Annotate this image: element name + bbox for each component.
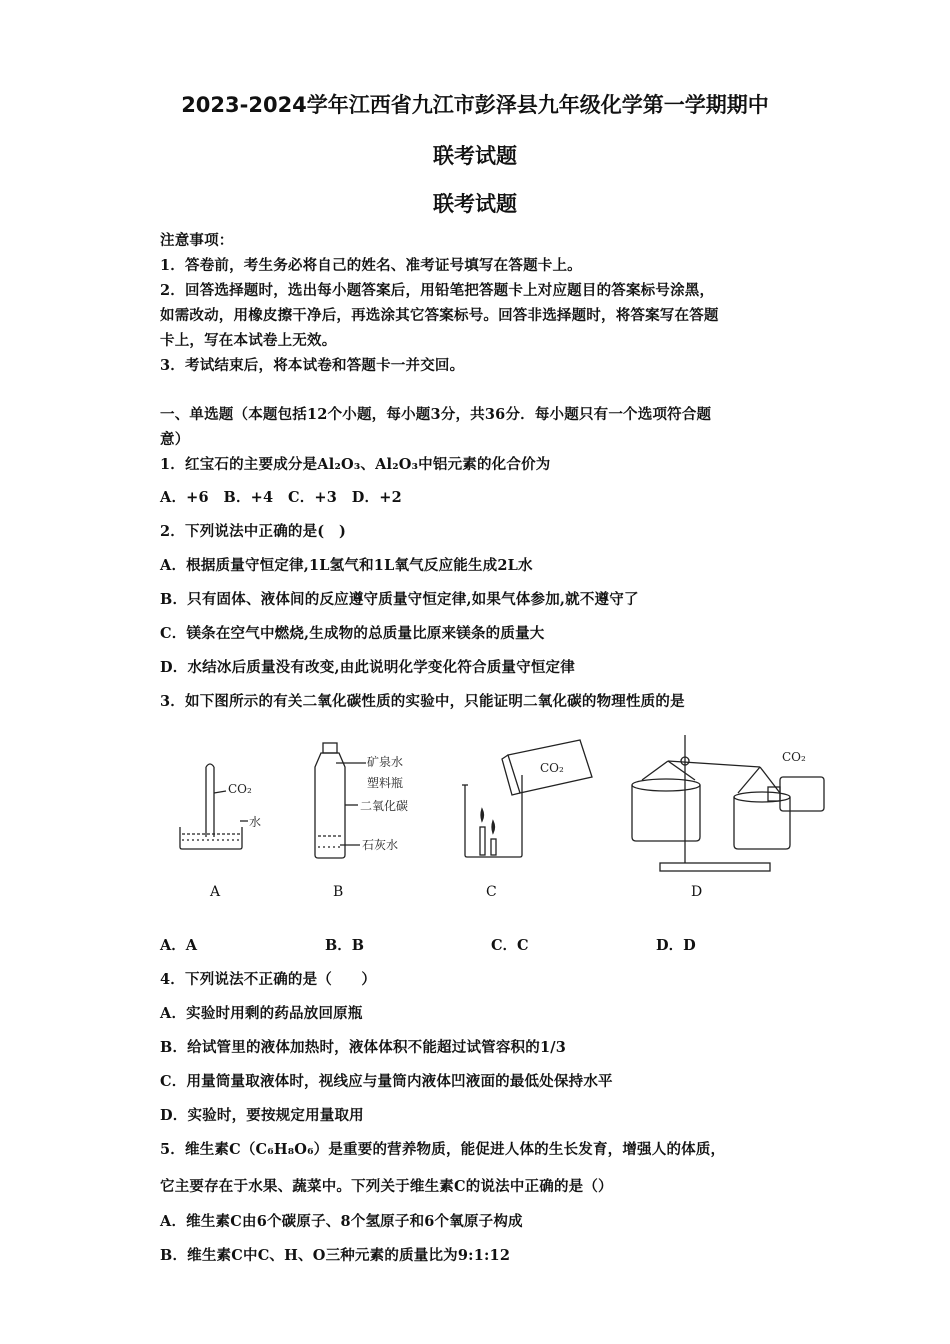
q5-stem-line1: 5．维生素C（C₆H₈O₆）是重要的营养物质，能促进人体的生长发育，增强人的体质， (160, 1141, 726, 1158)
notes-heading: 注意事项： (160, 232, 234, 249)
figure-b-label-3: 二氧化碳 (360, 799, 409, 813)
q2-stem: 2．下列说法中正确的是( ) (160, 523, 347, 540)
q4-stem: 4．下列说法不正确的是（ ） (160, 971, 377, 988)
note-line-2: 2．回答选择题时，选出每小题答案后，用铅笔把答题卡上对应题目的答案标号涂黑， (160, 282, 715, 299)
q3-option-b: B．B (325, 937, 365, 954)
note-line-1: 1．答卷前，考生务必将自己的姓名、准考证号填写在答题卡上。 (160, 257, 582, 274)
note-line-3: 如需改动，用橡皮擦干净后，再选涂其它答案标号。回答非选择题时，将答案写在答题 (160, 307, 719, 324)
figure-label-b: B (333, 884, 344, 900)
q2-option-b: B．只有固体、液体间的反应遵守质量守恒定律,如果气体参加,就不遵守了 (160, 591, 639, 608)
figure-b-bottle (315, 743, 366, 858)
exam-title-line3: 联考试题 (433, 192, 517, 216)
q5-option-a: A．维生素C由6个碳原子、8个氢原子和6个氧原子构成 (160, 1213, 523, 1230)
q3-stem: 3．如下图所示的有关二氧化碳性质的实验中，只能证明二氧化碳的物理性质的是 (160, 693, 685, 710)
figure-b-label-2: 塑料瓶 (367, 776, 404, 790)
q4-option-d: D．实验时，要按规定用量取用 (160, 1107, 364, 1124)
figure-a-co2-label: CO₂ (228, 782, 252, 796)
figure-d-co2-label: CO₂ (782, 750, 806, 764)
q2-option-d: D．水结冰后质量没有改变,由此说明化学变化符合质量守恒定律 (160, 659, 575, 676)
section-heading-line2: 意） (160, 431, 190, 448)
q2-option-a: A．根据质量守恒定律,1L氢气和1L氧气反应能生成2L水 (160, 557, 533, 574)
note-line-5: 3．考试结束后，将本试卷和答题卡一并交回。 (160, 357, 465, 374)
q4-option-a: A．实验时用剩的药品放回原瓶 (160, 1005, 363, 1022)
q1-stem: 1．红宝石的主要成分是Al₂O₃、Al₂O₃中铝元素的化合价为 (160, 456, 551, 473)
q4-option-b: B．给试管里的液体加热时，液体体积不能超过试管容积的1/3 (160, 1039, 567, 1056)
figure-label-c: C (486, 884, 497, 900)
q3-option-c: C．C (491, 937, 529, 954)
figure-label-a: A (210, 884, 221, 900)
q3-option-d: D．D (656, 937, 696, 954)
q3-option-a: A．A (160, 937, 198, 954)
figure-c-beaker (462, 740, 592, 857)
q2-option-c: C．镁条在空气中燃烧,生成物的总质量比原来镁条的质量大 (160, 625, 545, 642)
exam-title-line2: 联考试题 (433, 144, 517, 168)
figure-c-co2-label: CO₂ (540, 761, 564, 775)
q5-option-b: B．维生素C中C、H、O三种元素的质量比为9:1:12 (160, 1247, 511, 1264)
figure-b-label-1: 矿泉水 (367, 755, 404, 769)
q5-stem-line2: 它主要存在于水果、蔬菜中。下列关于维生素C的说法中正确的是（） (160, 1178, 613, 1195)
figure-a-trough (180, 764, 248, 849)
section-heading-line1: 一、单选题（本题包括12个小题，每小题3分，共36分．每小题只有一个选项符合题 (160, 406, 712, 423)
exam-title-line1: 2023-2024学年江西省九江市彭泽县九年级化学第一学期期中 (181, 93, 769, 117)
note-line-4: 卡上，写在本试卷上无效。 (160, 332, 337, 349)
figure-a-test-tube (206, 764, 214, 837)
q1-options: A．+6 B．+4 C．+3 D．+2 (160, 489, 402, 506)
figure-label-d: D (691, 884, 703, 900)
figure-b-label-4: 石灰水 (362, 838, 399, 852)
q4-option-c: C．用量筒量取液体时，视线应与量筒内液体凹液面的最低处保持水平 (160, 1073, 613, 1090)
q3-experiment-figure (160, 735, 840, 910)
figure-a-water-label: 水 (249, 815, 262, 829)
